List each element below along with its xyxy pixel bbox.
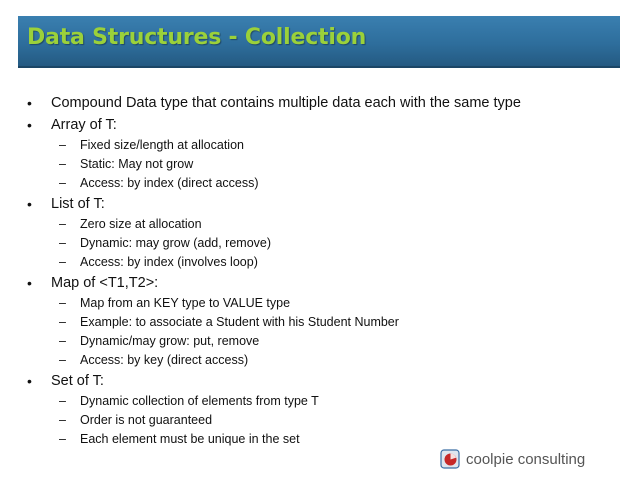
- bullet-list: [0, 92, 638, 449]
- sub-item-text: Map from an KEY type to VALUE type: [80, 296, 291, 310]
- sub-item-text: Fixed size/length at allocation: [80, 138, 244, 152]
- sub-item: [0, 234, 638, 253]
- coolpie-logo-icon: [440, 449, 460, 469]
- bullet-text: Map of <T1,T2>:: [51, 275, 159, 291]
- slide-title: Data Structures - Collection: [27, 25, 367, 50]
- bullet-marker: •: [27, 373, 32, 389]
- sub-item-text: Zero size at allocation: [80, 217, 202, 231]
- sub-item-text: Static: May not grow: [80, 157, 194, 171]
- sub-item: [0, 392, 638, 411]
- bullet-item: [0, 92, 638, 114]
- dash-marker: –: [59, 394, 66, 408]
- dash-marker: –: [59, 432, 66, 446]
- dash-marker: –: [59, 334, 66, 348]
- bullet-text: Array of T:: [51, 117, 117, 133]
- sub-item: [0, 155, 638, 174]
- sub-item-text: Access: by key (direct access): [80, 353, 249, 367]
- dash-marker: –: [59, 236, 66, 250]
- sub-item-text: Example: to associate a Student with his Student Number: [80, 315, 399, 329]
- bullet-item: [0, 114, 638, 136]
- bullet-marker: •: [27, 117, 32, 133]
- dash-marker: –: [59, 255, 66, 269]
- sub-item: [0, 136, 638, 155]
- sub-item-text: Dynamic: may grow (add, remove): [80, 236, 272, 250]
- footer-logo: [440, 449, 620, 471]
- sub-item: [0, 332, 638, 351]
- dash-marker: –: [59, 217, 66, 231]
- bullet-marker: •: [27, 196, 32, 212]
- dash-marker: –: [59, 176, 66, 190]
- dash-marker: –: [59, 157, 66, 171]
- sub-item-text: Dynamic collection of elements from type T: [80, 394, 319, 408]
- sub-item: [0, 253, 638, 272]
- bullet-item: [0, 370, 638, 392]
- sub-item: [0, 313, 638, 332]
- sub-item-text: Order is not guaranteed: [80, 413, 213, 427]
- sub-item: [0, 430, 638, 449]
- sub-item: [0, 351, 638, 370]
- dash-marker: –: [59, 296, 66, 310]
- sub-item: [0, 411, 638, 430]
- sub-item-text: Access: by index (direct access): [80, 176, 259, 190]
- bullet-item: [0, 272, 638, 294]
- bullet-marker: •: [27, 95, 32, 111]
- bullet-item: [0, 193, 638, 215]
- bullet-text: List of T:: [51, 196, 105, 212]
- sub-item: [0, 174, 638, 193]
- brand-name: coolpie consulting: [466, 451, 586, 468]
- bullet-text: Set of T:: [51, 373, 104, 389]
- dash-marker: –: [59, 413, 66, 427]
- sub-item-text: Dynamic/may grow: put, remove: [80, 334, 260, 348]
- dash-marker: –: [59, 138, 66, 152]
- title-bar: [18, 16, 620, 68]
- dash-marker: –: [59, 353, 66, 367]
- sub-item-text: Access: by index (involves loop): [80, 255, 258, 269]
- sub-item: [0, 215, 638, 234]
- bullet-text: Compound Data type that contains multiple data each with the same type: [51, 95, 521, 111]
- bullet-marker: •: [27, 275, 32, 291]
- sub-item-text: Each element must be unique in the set: [80, 432, 300, 446]
- sub-item: [0, 294, 638, 313]
- dash-marker: –: [59, 315, 66, 329]
